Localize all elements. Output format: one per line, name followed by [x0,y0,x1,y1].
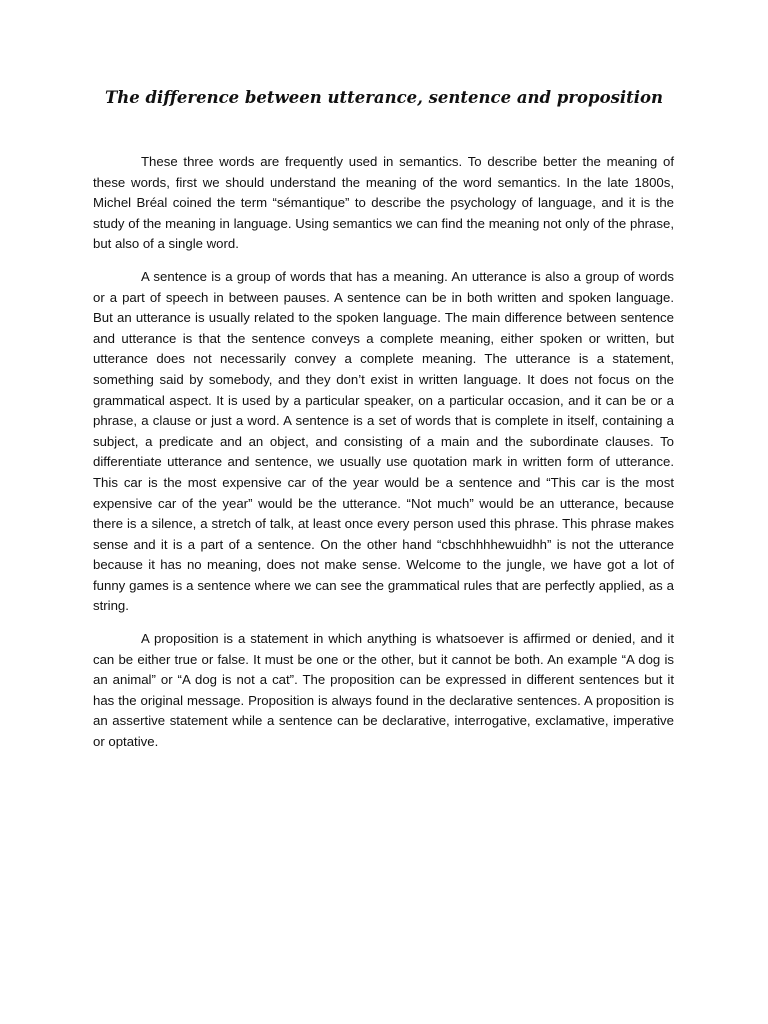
document-title: The difference between utterance, sentence and proposition [104,88,664,107]
paragraph-sentence-utterance: A sentence is a group of words that has a meaning. An utterance is also a group of words or a part of speech in between pauses. A sentence can be in both written and spoken language. But an utterance is usually related to the spoken language. The main difference between sentence and utterance is that the sentence conveys a complete meaning, either spoken or written, but utterance does not necessarily convey a complete meaning. The utterance is a statement, something said by somebody, and they don’t exist in written language. It does not focus on the grammatical aspect. It is used by a particular speaker, on a particular occasion, and it can be or a phrase, a clause or just a word. A sentence is a set of words that is complete in itself, containing a subject, a predicate and an object, and consisting of a main and the subordinate clauses. To differentiate utterance and sentence, we usually use quotation mark in written form of utterance. This car is the most expensive car of the year would be a sentence and “This car is the most expensive car of the year” would be the utterance. “Not much” would be an utterance, because there is a silence, a stretch of talk, at least once every person used this phrase. This phrase makes sense and it is a part of a sentence. On the other hand “cbschhhhewuidhh” is not the utterance because it has no meaning, does not make sense. Welcome to the jungle, we have got a lot of funny games is a sentence where we can see the grammatical rules that are perfectly applied, as a string. [93,268,674,614]
document-body [93,152,674,765]
paragraph-proposition: A proposition is a statement in which anything is whatsoever is affirmed or denied, and it can be either true or false. It must be one or the other, but it cannot be both. An example “A dog is an animal” or “A dog is not a cat”. The proposition can be expressed in different sentences but it has the original message. Proposition is always found in the declarative sentences. A proposition is an assertive statement while a sentence can be declarative, interrogative, exclamative, imperative or optative. [93,631,674,750]
paragraph-intro: These three words are frequently used in semantics. To describe better the meaning of these words, first we should understand the meaning of the word semantics. In the late 1800s, Michel Bréal coined the term “sémantique” to describe the psychology of language, and it is the study of the meaning in language. Using semantics we can find the meaning not only of the phrase, but also of a single word. [93,154,674,252]
